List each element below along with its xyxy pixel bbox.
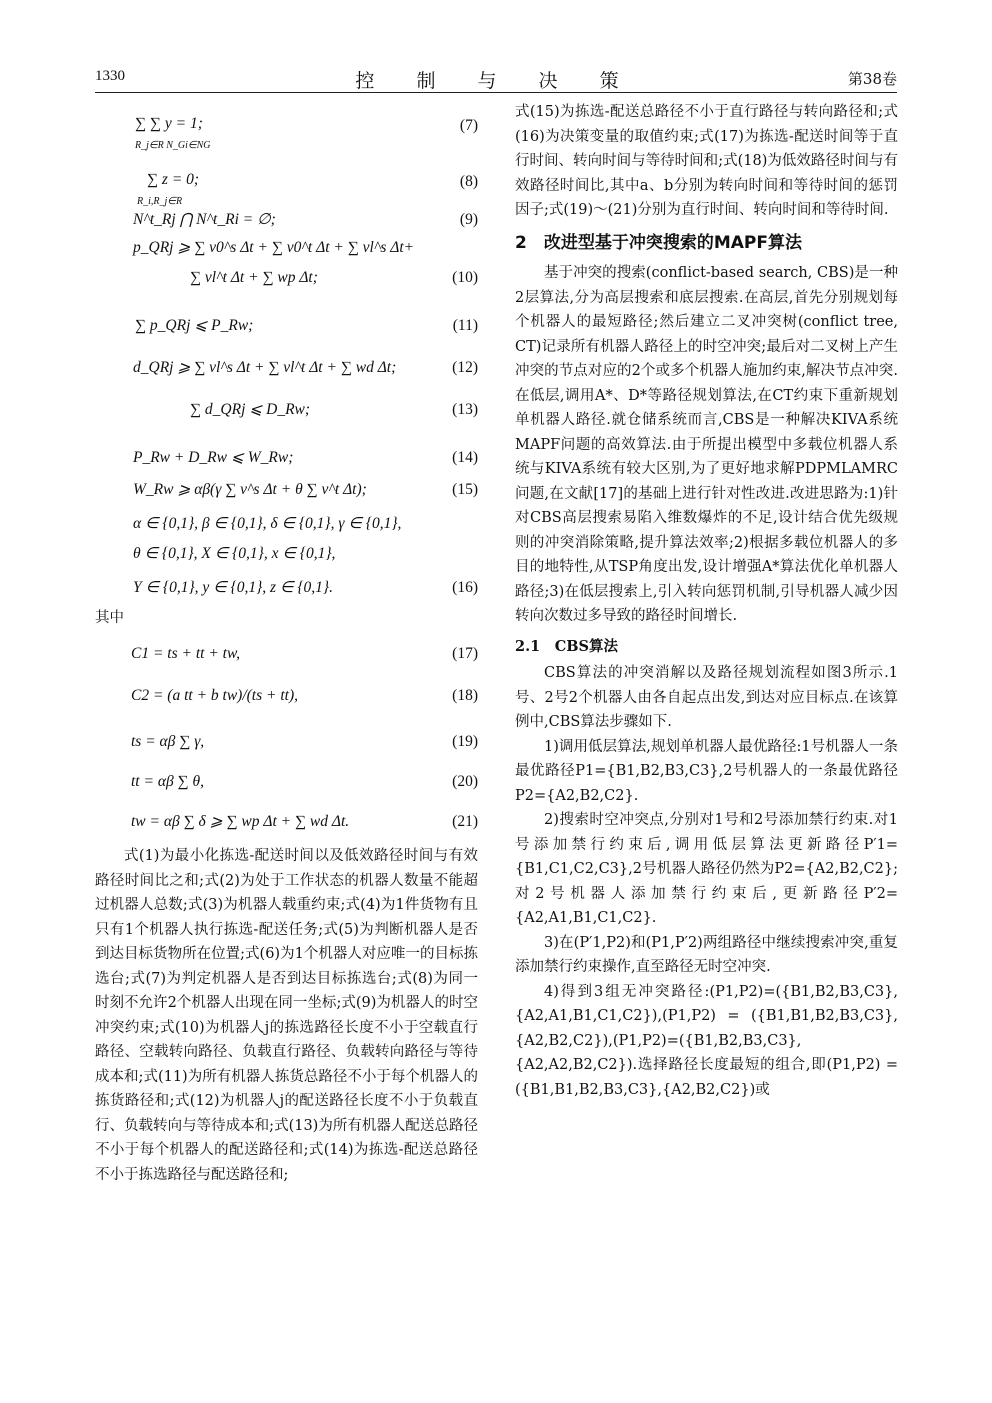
step-3: 3)在(P′1,P2)和(P1,P′2)两组路径中继续搜索冲突,重复添加禁行约束操作,直至路径无时空冲突.: [515, 934, 898, 975]
step-2: 2)搜索时空冲突点,分别对1号和2号添加禁行约束.对1号添加禁行约束后,调用低层算法更新路径P′1={B1,C1,C2,C3},2号机器人路径仍然为P2={A2,B2,C2};对2号机器人添加禁行约束后,更新路径P′2={A2,A1,B1,C1,C2}.: [515, 812, 898, 926]
page-header: [95, 66, 897, 93]
right-paragraph-2: 基于冲突的搜索(conflict-based search, CBS)是一种2层算法,分为高层搜索和底层搜索.在高层,首先分别规划每个机器人的最短路径;然后建立二叉冲突树(conflict tree, CT)记录所有机器人路径上的时空冲突;最后对二叉树上产生冲突的节点对应的2个或多个机器人施加约束,解决节点冲突.在低层,调用A*、D*等路径规划算法,在CT约束下重新规划单机器人路径.就仓储系统而言,CBS是一种解决KIVA系统MAPF问题的高效算法.由于所提出模型中多载位机器人系统与KIVA系统有较大区别,为了更好地求解PDPMLAMRC问题,在文献[17]的基础上进行针对性改进.改进思路为:1)针对CBS高层搜索易陷入维数爆炸的不足,设计结合优先级规则的冲突消除策略,提升算法效率;2)根据多载位机器人的多目的地特性,从TSP角度出发,设计增强A*算法优化单机器人路径;3)在低层搜索上,引入转向惩罚机制,引导机器人减少因转向次数过多导致的路径时间增长.: [515, 265, 898, 624]
equation-16a: α ∈ {0,1}, β ∈ {0,1}, δ ∈ {0,1}, γ ∈ {0,1},: [133, 515, 402, 532]
equation-18: C2 = (a tt + b tw)/(ts + tt), (18): [131, 687, 478, 704]
left-body-paragraph: 式(1)为最小化拣选-配送时间以及低效路径时间与有效路径时间比之和;式(2)为处于工作状态的机器人数量不能超过机器人总数;式(3)为机器人载重约束;式(4)为1件货物有且只有1个机器人执行拣选-配送任务;式(5)为判断机器人是否到达目标货物所在位置;式(6)为1个机器人对应唯一的目标拣选台;式(7)为判定机器人是否到达目标拣选台;式(8)为同一时刻不允许2个机器人出现在同一坐标;式(9)为机器人的时空冲突约束;式(10)为机器人j的拣选路径长度不小于空载直行路径、空载转向路径、负载直行路径、负载转向路径与等待成本和;式(11)为所有机器人拣货总路径不小于每个机器人的拣货路径和;式(12)为机器人j的配送路径长度不小于负载直行、负载转向与等待成本和;式(13)为所有机器人配送总路径不小于每个机器人的配送路径和;式(14)为拣选-配送总路径不小于拣选路径与配送路径和;: [95, 848, 478, 1183]
equation-14: P_Rw + D_Rw ⩽ W_Rw; (14): [133, 449, 478, 466]
equation-21: tw = αβ ∑ δ ⩾ ∑ wp Δt + ∑ wd Δt. (21): [131, 813, 478, 830]
right-paragraph-1: 式(15)为拣选-配送总路径不小于直行路径与转向路径和;式(16)为决策变量的取值约束;式(17)为拣选-配送时间等于直行时间、转向时间与等待时间和;式(18)为低效路径时间与有效路径时间比,其中a、b分别为转向时间和等待时间的惩罚因子;式(19)～(21)分别为直行时间、转向时间和等待时间.: [515, 104, 898, 218]
subsection-2-1-title: 2.1 CBS算法: [515, 637, 618, 655]
equation-10a: p_QRj ⩾ ∑ v0^s Δt + ∑ v0^t Δt + ∑ vl^s Δt+: [133, 239, 415, 256]
equation-10b: ∑ vl^t Δt + ∑ wp Δt; (10): [190, 269, 478, 286]
equation-8: ∑ z = 0; R_i,R_j∈R (8): [137, 171, 478, 207]
equation-19: ts = αβ ∑ γ, (19): [131, 733, 478, 750]
equation-13: ∑ d_QRj ⩽ D_Rw; (13): [190, 401, 478, 418]
volume-label: 第38卷: [847, 70, 897, 88]
step-4: 4)得到3组无冲突路径:(P1,P2)=({B1,B2,B3,C3},{A2,A1,B1,C1,C2}),(P1,P2) = ({B1,B1,B2,B3,C3},{A2,B2,C2}),(P1,P2)=({B1,B2,B3,C3},{A2,A2,B2,C2}).选择路径长度最短的组合,即(P1,P2) = ({B1,B1,B2,B3,C3},{A2,B2,C2})或: [515, 983, 898, 1098]
journal-title: 控 制 与 决 策: [355, 70, 637, 92]
equation-12: d_QRj ⩾ ∑ vl^s Δt + ∑ vl^t Δt + ∑ wd Δt; (12): [133, 359, 478, 376]
equation-16b: θ ∈ {0,1}, X ∈ {0,1}, x ∈ {0,1},: [133, 545, 336, 562]
equation-15: W_Rw ⩾ αβ(γ ∑ v^s Δt + θ ∑ v^t Δt); (15): [133, 481, 478, 498]
equation-16c: Y ∈ {0,1}, y ∈ {0,1}, z ∈ {0,1}. (16): [133, 579, 478, 596]
equation-9: N^t_Rj ⋂ N^t_Ri = ∅; (9): [133, 211, 478, 228]
right-column: [515, 100, 898, 1102]
right-paragraph-3: CBS算法的冲突消解以及路径规划流程如图3所示.1号、2号2个机器人由各自起点出发,到达对应目标点.在该算例中,CBS算法步骤如下.: [515, 665, 898, 730]
qizhong-label: 其中: [95, 610, 124, 626]
equation-11: ∑ p_QRj ⩽ P_Rw; (11): [135, 317, 478, 334]
left-column: [95, 100, 478, 1187]
equation-17: C1 = ts + tt + tw, (17): [131, 645, 478, 662]
page-number: 1330: [95, 68, 125, 84]
equation-20: tt = αβ ∑ θ, (20): [131, 773, 478, 790]
equation-7: ∑ ∑ y = 1; R_j∈R N_Gi∈NG (7): [135, 115, 478, 151]
step-1: 1)调用低层算法,规划单机器人最优路径:1号机器人一条最优路径P1={B1,B2,B3,C3},2号机器人的一条最优路径P2={A2,B2,C2}.: [515, 738, 898, 804]
section-2-title: 2 改进型基于冲突搜索的MAPF算法: [515, 232, 802, 253]
